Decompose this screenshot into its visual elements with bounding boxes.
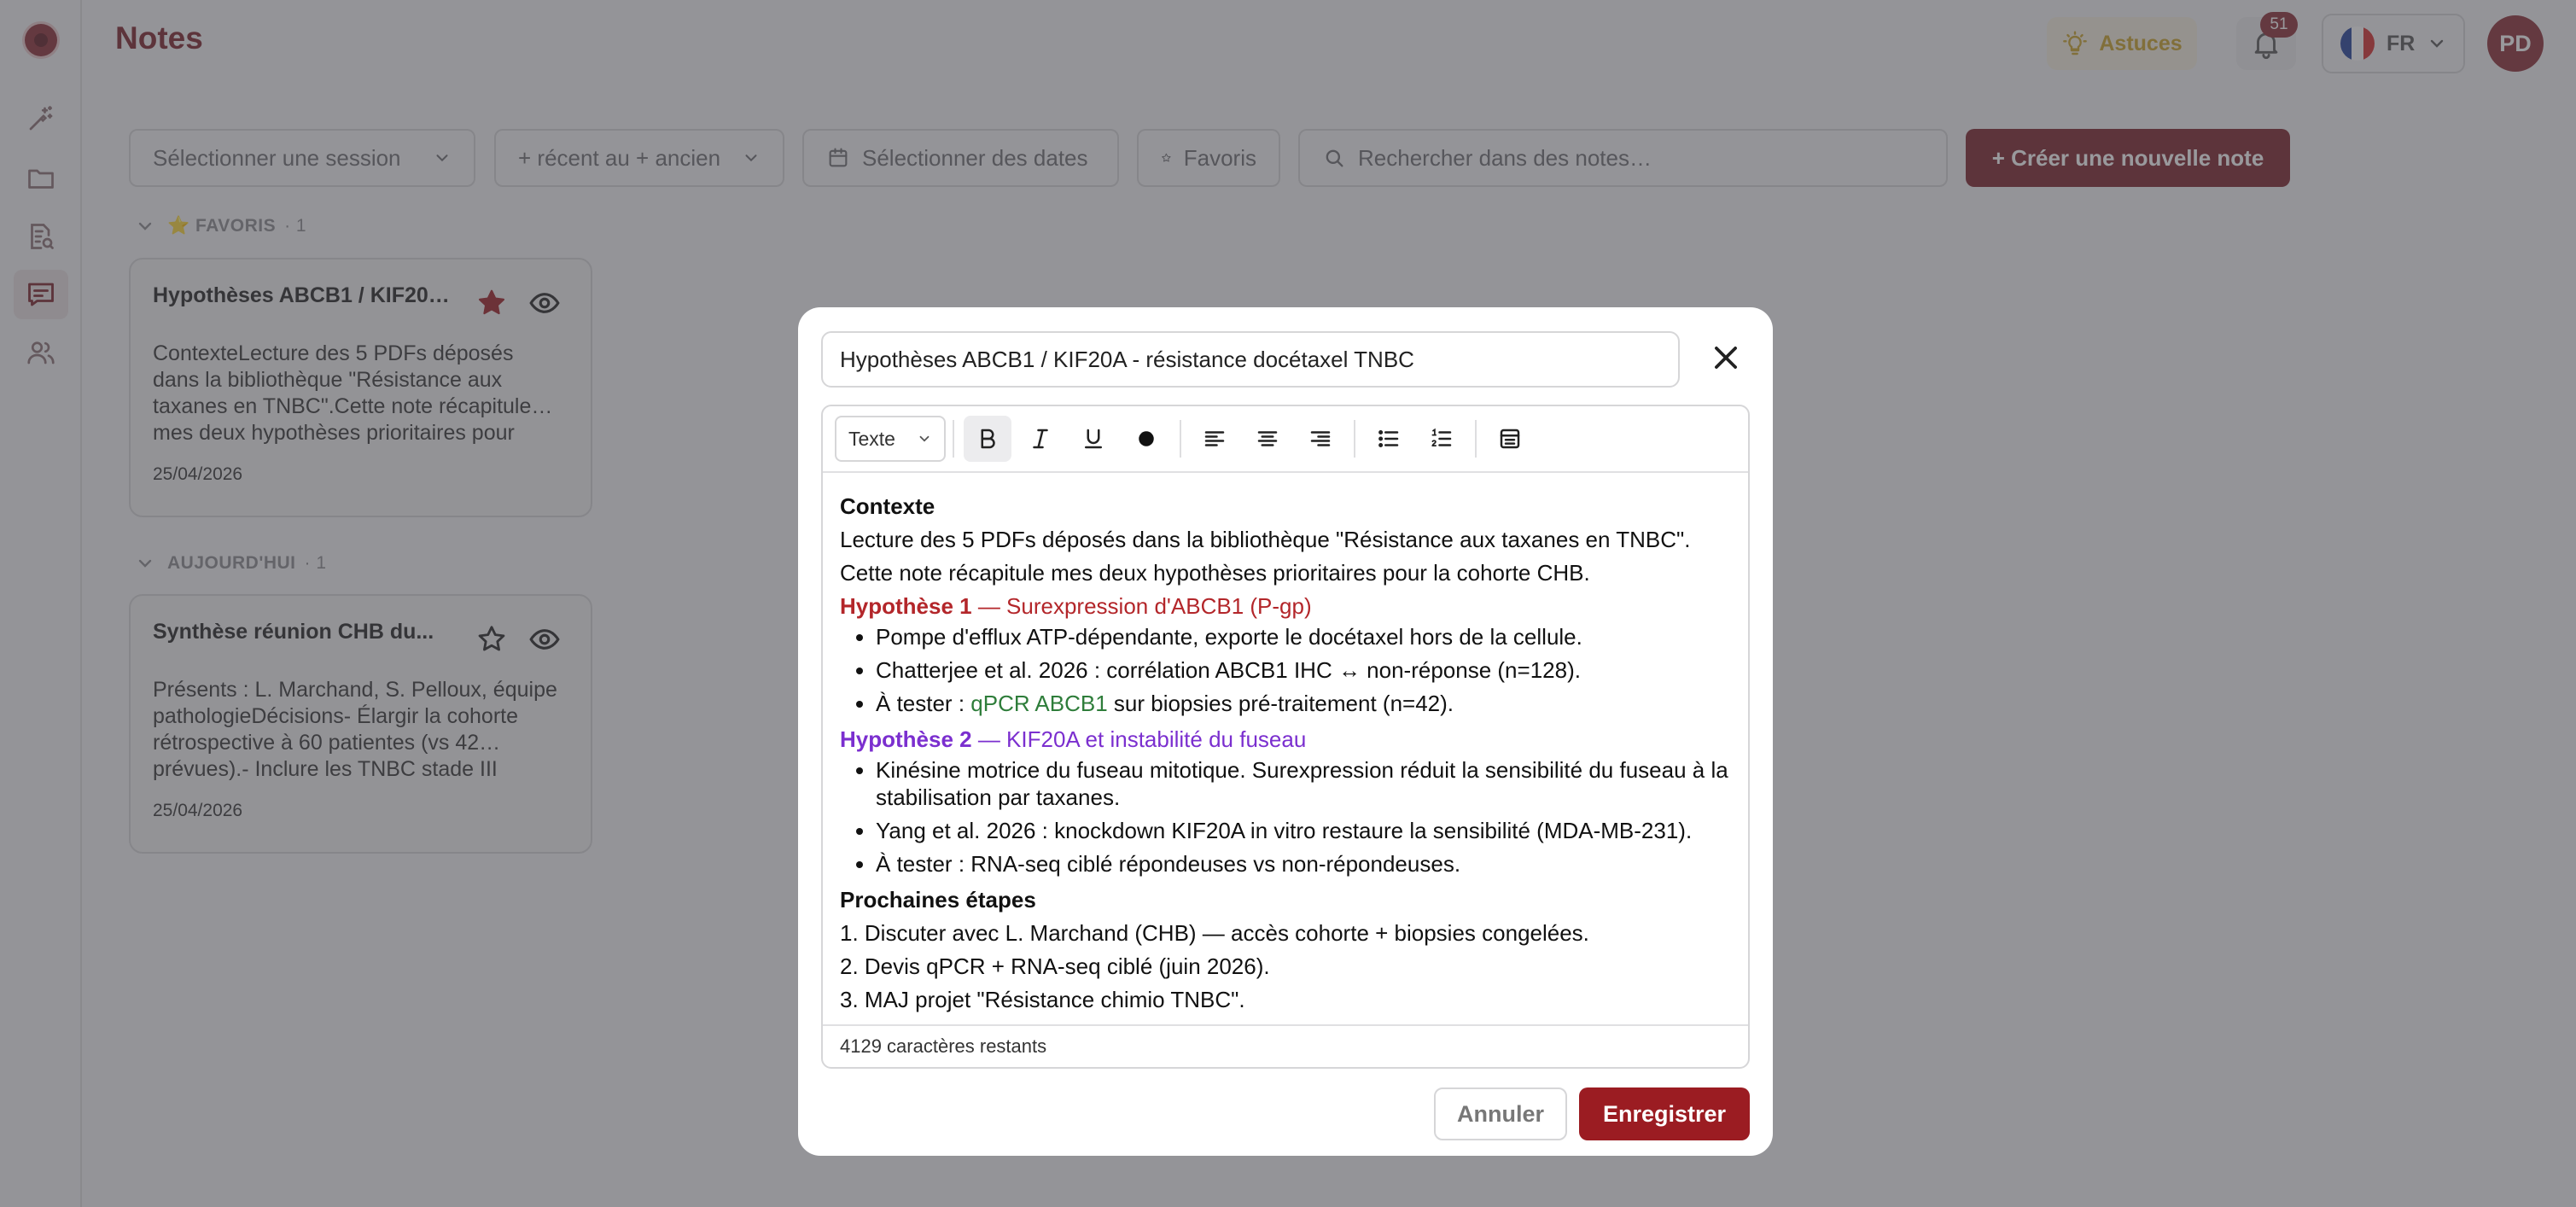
list-item	[876, 690, 1731, 717]
list-item: • Pompe d'efflux ATP-dépendante, exporte le docétaxel hors de la cellule.	[876, 623, 1731, 650]
toolbar-divider	[953, 420, 954, 458]
align-center-icon	[1255, 426, 1280, 452]
italic-icon	[1028, 426, 1053, 452]
rich-text-editor[interactable]	[821, 405, 1750, 1069]
hypothesis-1-list	[876, 623, 1731, 717]
next-step: 2. Devis qPCR + RNA-seq ciblé (juin 2026).	[840, 953, 1270, 979]
hypothesis-1-heading	[840, 590, 1731, 623]
hypothesis-2-list	[876, 756, 1731, 878]
block-format-label: Texte	[848, 427, 895, 450]
bold-button[interactable]	[964, 416, 1011, 462]
list-item: • À tester : RNA-seq ciblé répondeuses vs non-répondeuses.	[876, 850, 1731, 878]
bullet-list-button[interactable]	[1365, 416, 1413, 462]
content-heading: Prochaines étapes	[840, 887, 1036, 913]
list-item: • Chatterjee et al. 2026 : corrélation ABCB1 IHC ↔ non-réponse (n=128).	[876, 656, 1731, 684]
cancel-button[interactable]: Annuler	[1434, 1087, 1567, 1140]
numbered-list-button[interactable]	[1418, 416, 1466, 462]
text-color-button[interactable]	[1122, 416, 1170, 462]
list-item-text: sur biopsies pré-traitement (n=42).	[1107, 691, 1454, 716]
insert-block-button[interactable]	[1486, 416, 1534, 462]
list-item-text: À tester :	[876, 691, 971, 716]
align-right-icon	[1308, 426, 1333, 452]
highlighted-term: qPCR ABCB1	[970, 691, 1108, 716]
italic-button[interactable]	[1017, 416, 1064, 462]
color-dot-icon	[1134, 426, 1159, 452]
numbered-list-icon	[1429, 426, 1454, 452]
editor-content[interactable]	[823, 473, 1748, 1034]
editor-toolbar	[823, 406, 1748, 473]
list-item: • Kinésine motrice du fuseau mitotique. Surexpression réduit la sensibilité du fuseau à la stabilisation par taxanes.	[876, 756, 1731, 811]
char-counter: 4129 caractères restants	[823, 1024, 1748, 1067]
bullet-list-icon	[1376, 426, 1402, 452]
align-left-button[interactable]	[1191, 416, 1238, 462]
toolbar-divider	[1475, 420, 1477, 458]
close-icon[interactable]	[1710, 341, 1742, 374]
note-title-input[interactable]	[821, 331, 1680, 388]
align-left-icon	[1202, 426, 1227, 452]
block-format-select[interactable]	[835, 416, 946, 462]
hypothesis-1-title: — Surexpression d'ABCB1 (P-gp)	[971, 593, 1312, 619]
save-button[interactable]: Enregistrer	[1579, 1087, 1750, 1140]
underline-icon	[1081, 426, 1106, 452]
toolbar-divider	[1354, 420, 1355, 458]
align-center-button[interactable]	[1244, 416, 1291, 462]
bold-icon	[975, 426, 1000, 452]
edit-note-modal	[798, 307, 1773, 1156]
hypothesis-2-label: Hypothèse 2	[840, 726, 972, 752]
next-step: 1. Discuter avec L. Marchand (CHB) — accès cohorte + biopsies congelées.	[840, 920, 1589, 946]
next-step: 3. MAJ projet "Résistance chimio TNBC".	[840, 987, 1245, 1012]
content-paragraph: Cette note récapitule mes deux hypothèses prioritaires pour la cohorte CHB.	[840, 560, 1590, 586]
underline-button[interactable]	[1069, 416, 1117, 462]
list-item: • Yang et al. 2026 : knockdown KIF20A in vitro restaure la sensibilité (MDA-MB-231).	[876, 817, 1731, 844]
hypothesis-2-heading	[840, 723, 1731, 756]
toolbar-divider	[1180, 420, 1181, 458]
hypothesis-2-title: — KIF20A et instabilité du fuseau	[971, 726, 1307, 752]
table-block-icon	[1497, 426, 1523, 452]
hypothesis-1-label: Hypothèse 1	[840, 593, 972, 619]
content-heading: Contexte	[840, 493, 935, 519]
chevron-down-icon	[917, 431, 932, 446]
content-paragraph: Lecture des 5 PDFs déposés dans la bibliothèque "Résistance aux taxanes en TNBC".	[840, 527, 1691, 552]
align-right-button[interactable]	[1297, 416, 1344, 462]
